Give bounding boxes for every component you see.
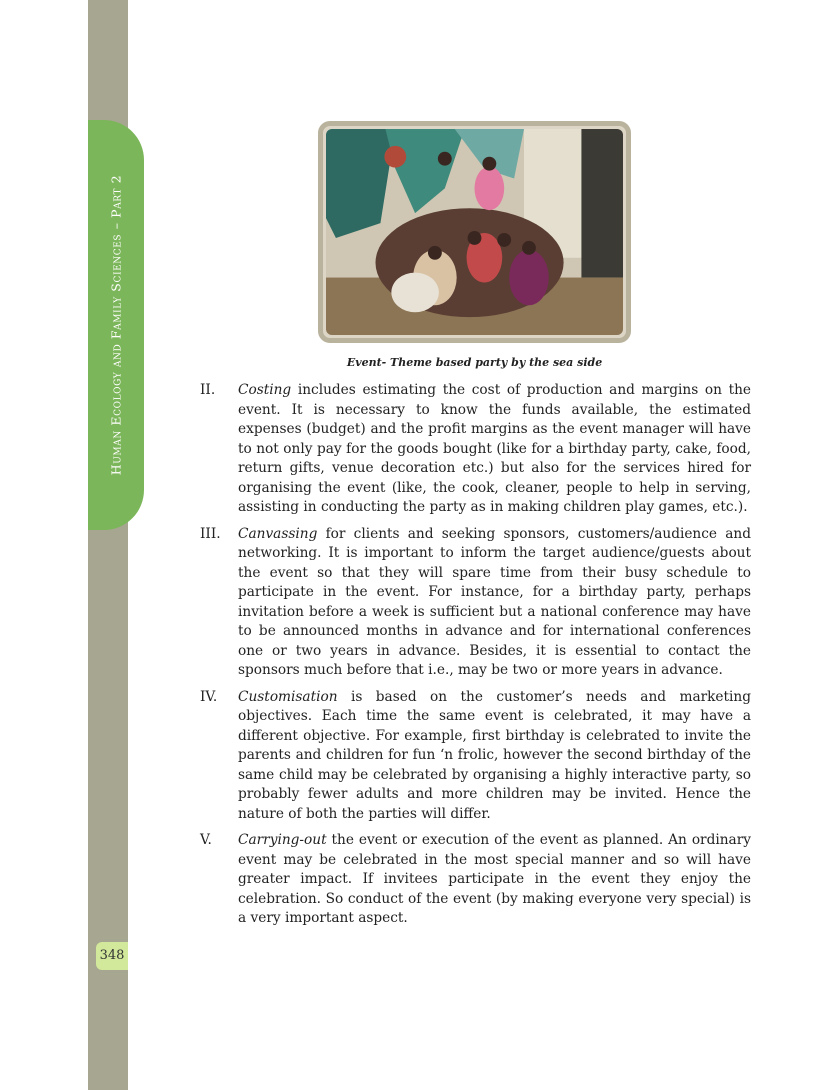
item-text (238, 525, 751, 681)
item-numeral: IV. (200, 688, 218, 705)
event-photo (318, 121, 631, 343)
item-body: for clients and seeking sponsors, customers/audience and networking. It is important to inform the target audience/guests about the event so that they will spare time from their busy schedule to participate in the event. For instance, for a birthday party, perhaps invitation before a week is sufficient but a national conference may have to be announced months in advance and for international conferences one or two years in advance. Besides, it is essential to contact the sponsors much before that i.e., may be two or more years in advance. (238, 525, 751, 678)
item-numeral: V. (200, 832, 212, 848)
figure-caption: Event- Theme based party by the sea side (346, 356, 603, 369)
item-keyword: Customisation (238, 688, 338, 705)
item-body: includes estimating the cost of production and margins on the event. It is necessary to know the funds available, the estimated expenses (budget) and the profit margins as the event manager will have to not only pay for the goods bought (like for a birthday party, cake, food, return gifts, venue decoration etc.) but also for the services hired for organising the event (like, the cook, cleaner, people to help in serving, assisting in conducting the party as in making children play games, etc.). (238, 382, 751, 515)
item-keyword: Carrying-out (238, 832, 327, 848)
item-text (238, 831, 751, 929)
list-item (200, 831, 751, 929)
item-numeral: III. (200, 525, 221, 542)
item-keyword: Canvassing (238, 525, 318, 542)
list-item (200, 381, 751, 518)
book-title: Human Ecology and Family Sciences – Part 2 (108, 174, 124, 476)
list-item (200, 525, 751, 681)
party-photo-illustration (326, 129, 623, 335)
item-body: the event or execution of the event as planned. An ordinary event may be celebrated in the most special manner and so will have greater impact. If invitees participate in the event they enjoy the celebration. So conduct of the event (by making everyone very special) is a very important aspect. (238, 832, 751, 926)
list-item (200, 688, 751, 825)
item-text (238, 688, 751, 825)
item-keyword: Costing (238, 382, 292, 398)
item-body: is based on the customer’s needs and marketing objectives. Each time the same event is celebrated, it may have a different objective. For example, first birthday is celebrated to invite the parents and children for fun ‘n frolic, however the second birthday of the same child may be celebrated by organising a highly interactive party, so probably fewer adults and more children may be invited. Hence the nature of both the parties will differ. (238, 688, 751, 822)
item-text (238, 381, 751, 518)
numbered-list (200, 381, 751, 936)
item-numeral: II. (200, 382, 216, 398)
page-number: 348 (96, 942, 128, 970)
